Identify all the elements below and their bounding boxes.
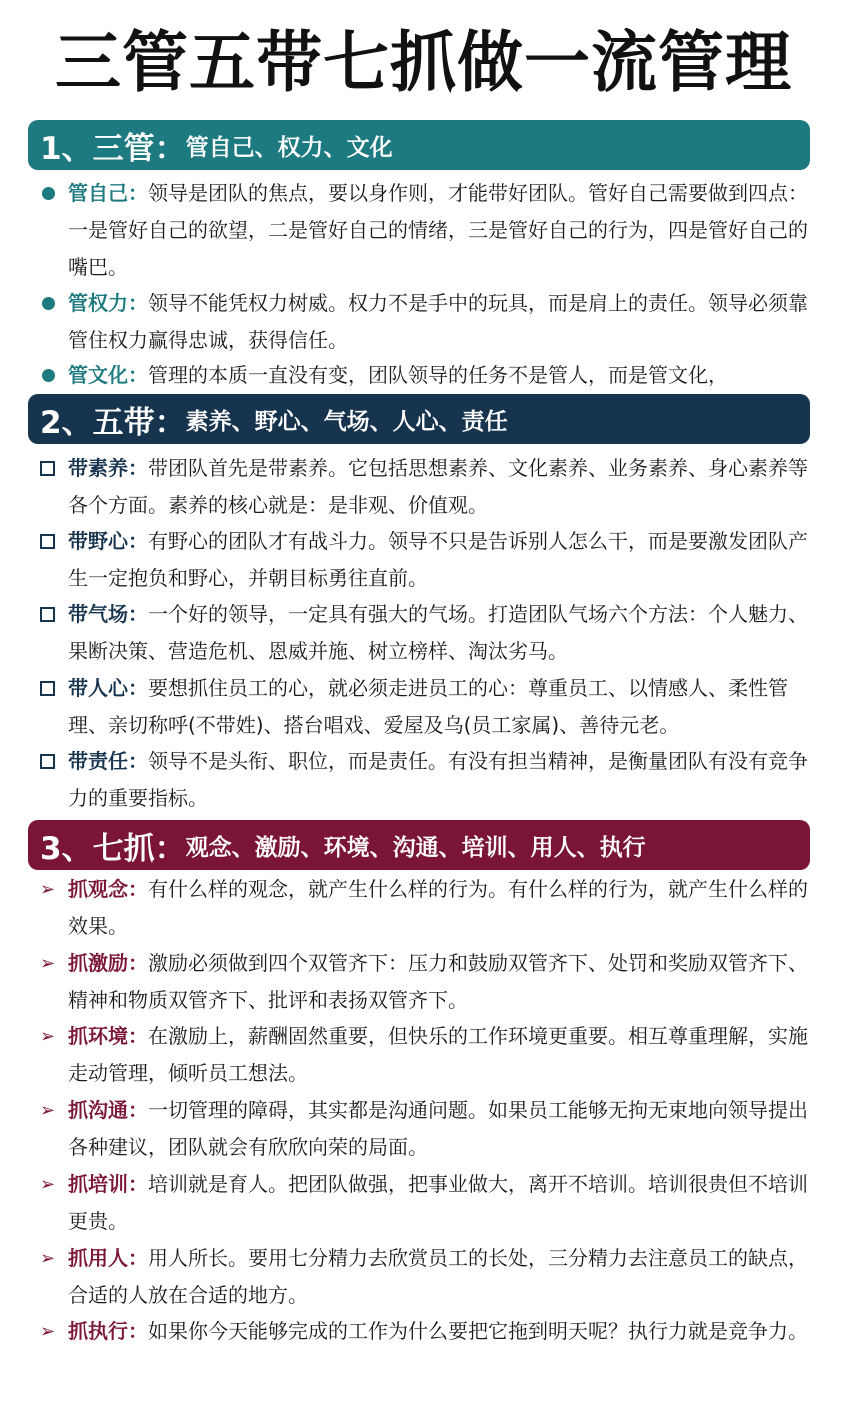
- item-text: 用人所长。要用七分精力去欣赏员工的长处，三分精力去注意员工的缺点，合适的人放在合适的地方。: [68, 1246, 808, 1307]
- item-term: 抓培训：: [68, 1172, 148, 1196]
- section-subtitle: 观念、激励、环境、沟通、培训、用人、执行: [185, 834, 646, 861]
- list-item: [38, 871, 823, 945]
- item-text: 一切管理的障碍，其实都是沟通问题。如果员工能够无拘无束地向领导提出各种建议，团队就会有欣欣向荣的局面。: [68, 1098, 808, 1159]
- item-text: 有什么样的观念，就产生什么样的行为。有什么样的行为，就产生什么样的效果。: [68, 877, 808, 938]
- section-number: 3、: [40, 830, 93, 867]
- page-title: 三管五带七抓做一流管理: [55, 24, 792, 101]
- section-header-1: [28, 120, 810, 170]
- section-header-3: [28, 820, 810, 870]
- item-text: 在激励上，薪酬固然重要，但快乐的工作环境更重要。相互尊重理解，实施走动管理，倾听员工想法。: [68, 1024, 808, 1085]
- list-item: [38, 357, 823, 394]
- item-term: 管权力：: [68, 291, 148, 315]
- bullet-square-icon: [38, 523, 62, 560]
- section-heading: 五带：: [92, 404, 186, 441]
- section-number: 1、: [40, 130, 93, 167]
- bullet-circle-icon: [38, 357, 62, 394]
- list-item: [38, 523, 823, 597]
- list-item: [38, 175, 823, 286]
- bullet-arrow-icon: ➢: [40, 1321, 56, 1342]
- list-item: [38, 1240, 823, 1314]
- item-term: 管文化：: [68, 363, 148, 387]
- section-heading: 三管：: [92, 130, 186, 167]
- bullet-square-icon: [38, 743, 62, 780]
- bullet-arrow-icon: ➢: [40, 1174, 56, 1195]
- bullet-circle-icon: [38, 285, 62, 322]
- list-item: [38, 945, 823, 1019]
- item-term: 带素养：: [68, 456, 148, 480]
- item-text: 领导不是头衔、职位，而是责任。有没有担当精神，是衡量团队有没有竞争力的重要指标。: [68, 749, 808, 810]
- item-text: 要想抓住员工的心，就必须走进员工的心：尊重员工、以情感人、柔性管理、亲切称呼(不带姓)、搭台唱戏、爱屋及乌(员工家属)、善待元老。: [68, 676, 788, 737]
- item-text: 一个好的领导，一定具有强大的气场。打造团队气场六个方法：个人魅力、果断决策、营造危机、恩威并施、树立榜样、淘汰劣马。: [68, 602, 808, 663]
- list-item: [38, 1313, 823, 1350]
- list-item: [38, 596, 823, 670]
- list-item: [38, 1018, 823, 1092]
- item-text: 管理的本质一直没有变，团队领导的任务不是管人，而是管文化，: [148, 363, 728, 387]
- section-number: 2、: [40, 404, 93, 441]
- item-term: 带责任：: [68, 749, 148, 773]
- section-heading: 七抓：: [92, 830, 186, 867]
- item-text: 有野心的团队才有战斗力。领导不只是告诉别人怎么干，而是要激发团队产生一定抱负和野心，并朝目标勇往直前。: [68, 529, 808, 590]
- item-term: 抓执行：: [68, 1319, 148, 1343]
- bullet-arrow-icon: ➢: [40, 879, 56, 900]
- bullet-arrow-icon: ➢: [40, 1026, 56, 1047]
- section-subtitle: 管自己、权力、文化: [185, 134, 393, 161]
- list-item: [38, 285, 823, 359]
- list-item: [38, 1166, 823, 1240]
- item-text: 领导是团队的焦点，要以身作则，才能带好团队。管好自己需要做到四点：一是管好自己的欲望，二是管好自己的情绪，三是管好自己的行为，四是管好自己的嘴巴。: [68, 181, 808, 279]
- bullet-arrow-icon: ➢: [40, 1100, 56, 1121]
- list-item: [38, 670, 823, 744]
- item-term: 抓用人：: [68, 1246, 148, 1270]
- item-term: 带野心：: [68, 529, 148, 553]
- bullet-square-icon: [38, 670, 62, 707]
- item-term: 带人心：: [68, 676, 148, 700]
- item-text: 激励必须做到四个双管齐下：压力和鼓励双管齐下、处罚和奖励双管齐下、精神和物质双管齐下、批评和表扬双管齐下。: [68, 951, 808, 1012]
- item-text: 培训就是育人。把团队做强，把事业做大，离开不培训。培训很贵但不培训更贵。: [68, 1172, 808, 1233]
- section-header-2: [28, 394, 810, 444]
- bullet-circle-icon: [38, 175, 62, 212]
- bullet-arrow-icon: ➢: [40, 953, 56, 974]
- list-item: [38, 450, 823, 524]
- item-term: 带气场：: [68, 602, 148, 626]
- item-text: 领导不能凭权力树威。权力不是手中的玩具，而是肩上的责任。领导必须靠管住权力赢得忠诚，获得信任。: [68, 291, 808, 352]
- item-term: 抓激励：: [68, 951, 148, 975]
- item-text: 如果你今天能够完成的工作为什么要把它拖到明天呢？执行力就是竞争力。: [148, 1319, 808, 1343]
- item-term: 抓环境：: [68, 1024, 148, 1048]
- bullet-square-icon: [38, 450, 62, 487]
- item-term: 抓沟通：: [68, 1098, 148, 1122]
- list-item: [38, 743, 823, 817]
- bullet-arrow-icon: ➢: [40, 1248, 56, 1269]
- list-item: [38, 1092, 823, 1166]
- bullet-square-icon: [38, 596, 62, 633]
- section-subtitle: 素养、野心、气场、人心、责任: [185, 408, 508, 435]
- item-term: 管自己：: [68, 181, 148, 205]
- item-text: 带团队首先是带素养。它包括思想素养、文化素养、业务素养、身心素养等各个方面。素养的核心就是：是非观、价值观。: [68, 456, 808, 517]
- item-term: 抓观念：: [68, 877, 148, 901]
